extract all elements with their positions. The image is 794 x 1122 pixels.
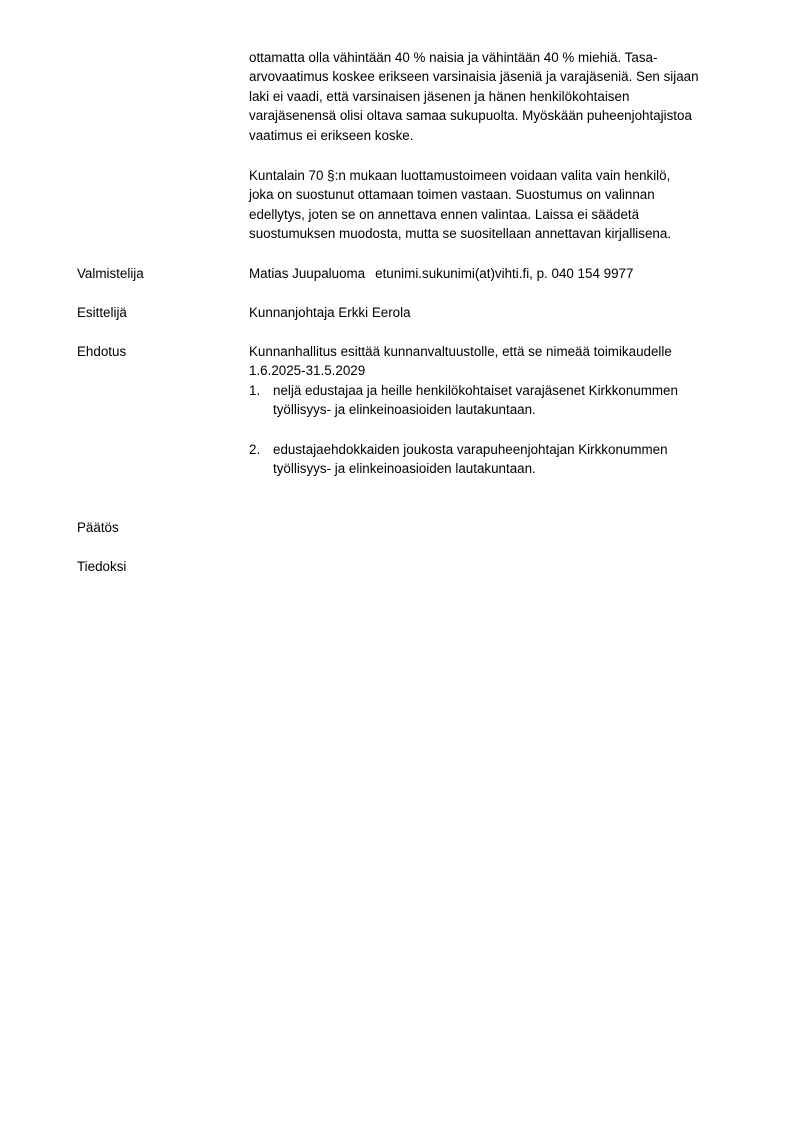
intro-paragraph-1 — [249, 48, 749, 145]
list-item-line: edustajaehdokkaiden joukosta varapuheenjohtajan Kirkkonummen — [273, 442, 668, 457]
esittelija-value: Kunnanjohtaja Erkki Eerola — [249, 305, 411, 320]
ehdotus-intro — [249, 342, 749, 381]
paatos-label: Päätös — [77, 520, 119, 535]
list-item-line: työllisyys- ja elinkeinoasioiden lautakuntaan. — [273, 402, 536, 418]
valmistelija-contact: etunimi.sukunimi(at)vihti.fi, p. 040 154 9977 — [375, 266, 634, 281]
paragraph-line: vaatimus ei erikseen koske. — [249, 127, 414, 143]
list-number: 2. — [249, 442, 261, 457]
paragraph-line: edellytys, joten se on annettava ennen valintaa. Laissa ei säädetä — [249, 206, 640, 222]
ehdotus-label: Ehdotus — [77, 344, 127, 359]
valmistelija-name: Matias Juupaluoma — [249, 266, 366, 281]
paragraph-line: varajäsenensä olisi oltava samaa sukupuolta. Myöskään puheenjohtajistoa — [249, 108, 692, 124]
paragraph-line: arvovaatimus koskee erikseen varsinaisia jäseniä ja varajäseniä. Sen sijaan — [249, 69, 699, 85]
tiedoksi-label: Tiedoksi — [77, 559, 127, 574]
paragraph-line: laki ei vaadi, että varsinaisen jäsenen ja hänen henkilökohtaisen — [249, 88, 630, 104]
valmistelija-label: Valmistelija — [77, 266, 144, 281]
list-number: 1. — [249, 383, 261, 398]
list-item-line: neljä edustajaa ja heille henkilökohtaiset varajäsenet Kirkkonummen — [273, 383, 678, 398]
paragraph-line: ottamatta olla vähintään 40 % naisia ja vähintään 40 % miehiä. Tasa- — [249, 50, 658, 65]
paragraph-line: suostumuksen muodosta, mutta se suositellaan annettavan kirjallisena. — [249, 226, 672, 242]
ehdotus-list-item-2 — [249, 440, 749, 479]
ehdotus-line: 1.6.2025-31.5.2029 — [249, 363, 366, 379]
intro-paragraph-2 — [249, 166, 749, 244]
paragraph-line: Kuntalain 70 §:n mukaan luottamustoimeen voidaan valita vain henkilö, — [249, 168, 671, 183]
ehdotus-list-item-1 — [249, 381, 749, 420]
paragraph-line: joka on suostunut ottamaan toimen vastaan. Suostumus on valinnan — [249, 187, 655, 203]
ehdotus-line: Kunnanhallitus esittää kunnanvaltuustolle, että se nimeää toimikaudelle — [249, 344, 672, 359]
esittelija-label: Esittelijä — [77, 305, 127, 320]
valmistelija-value — [249, 264, 749, 283]
list-item-line: työllisyys- ja elinkeinoasioiden lautakuntaan. — [273, 461, 536, 477]
